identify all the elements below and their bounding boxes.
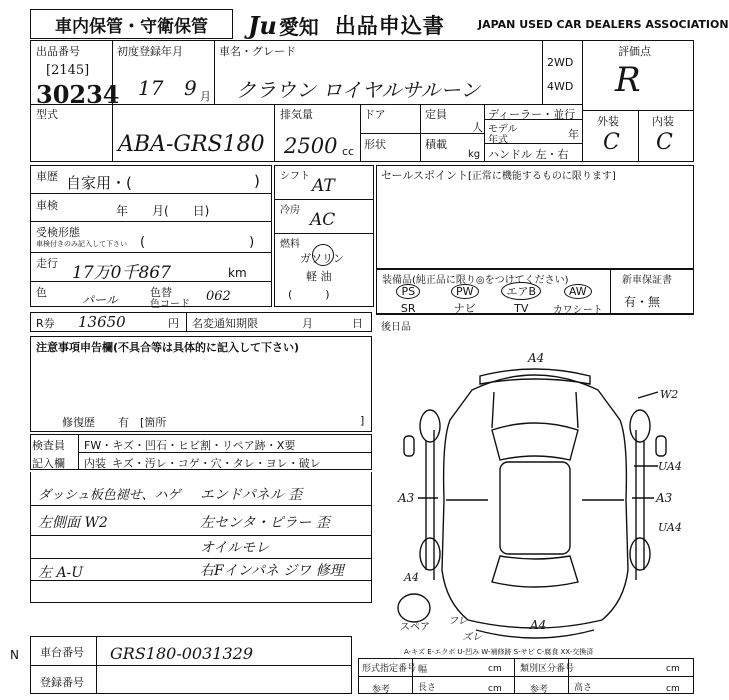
model-grade-label: 車名・グレード xyxy=(219,45,296,58)
equipment-label: 装備品(純正品に限り◎をつけてください) xyxy=(382,275,569,286)
grade-label: 評価点 xyxy=(618,45,651,58)
first-registration-label: 初度登録年月 xyxy=(117,45,183,58)
width-unit: cm xyxy=(488,664,502,674)
model-designation-ref: 参考 xyxy=(372,685,391,695)
capacity-label: 定員 xyxy=(425,108,447,121)
equip-aw-circle: AW xyxy=(564,284,592,299)
category-ref: 参考 xyxy=(530,685,549,695)
form-title: 出品申込書 xyxy=(334,14,445,38)
lot-number-small: [2145] xyxy=(46,63,90,78)
registration-label: 登録番号 xyxy=(40,676,84,689)
mileage-value: 17万0千867 xyxy=(72,263,171,283)
header-logo xyxy=(248,12,445,38)
height-label: 高さ xyxy=(574,683,593,693)
shift-label: シフト xyxy=(280,171,310,182)
lot-number: 30234 xyxy=(36,80,120,109)
registration-month: 9 xyxy=(184,76,197,100)
front-bumper xyxy=(480,369,590,384)
sales-point-note: [正常に機能するものに限ります] xyxy=(468,171,616,182)
exterior-value: C xyxy=(603,130,620,155)
inspector-items: FW・キズ・凹石・ヒビ割・リペア跡・X要 xyxy=(84,439,296,452)
mark-ua4-lower: UA4 xyxy=(658,521,682,534)
car-outline xyxy=(442,375,628,628)
interior-value: C xyxy=(656,130,673,155)
equipment-grid xyxy=(380,282,606,316)
mark-a4-spare: A4 xyxy=(404,571,419,584)
rear-right-wheel xyxy=(630,538,650,570)
association-name: JAPAN USED CAR DEALERS ASSOCIATION xyxy=(478,18,729,31)
inspection-value: 年 月( 日) xyxy=(116,204,210,218)
mark-a4-rear: A4 xyxy=(530,618,547,632)
equip-aw xyxy=(550,282,607,300)
ac-value: AC xyxy=(310,210,336,230)
equip-pw-circle: PW xyxy=(451,284,479,299)
door-label: ドア xyxy=(364,108,386,121)
interior-label: 内装 xyxy=(652,115,674,128)
model-designation-label: 形式指定番号 xyxy=(362,664,417,674)
damage-arrow-w2 xyxy=(638,392,658,398)
type-value: ABA-GRS180 xyxy=(118,132,265,157)
front-left-wheel xyxy=(420,410,440,442)
color-code-value: 062 xyxy=(206,289,231,304)
shape-label: 形状 xyxy=(364,138,386,151)
model-year-label-1: モデル xyxy=(488,124,518,135)
color-value: パール xyxy=(82,293,118,307)
receipt-note: 車検付きのみ記入して下さい xyxy=(36,240,127,248)
storage-type-box xyxy=(30,9,233,39)
interior-check-label: 内装 xyxy=(84,457,106,470)
mark-a3-right: A3 xyxy=(656,491,673,505)
margin-mark: N xyxy=(10,648,19,662)
kg-unit: kg xyxy=(468,149,481,160)
deadline-day: 日 xyxy=(352,317,363,330)
fuel-selected-circle xyxy=(312,244,334,266)
mileage-label: 走行 xyxy=(36,257,58,270)
receipt-label: 受検形態 xyxy=(36,226,80,239)
front-right-wheel xyxy=(630,410,650,442)
warranty-value: 有・無 xyxy=(624,295,661,309)
spare-label: スペア xyxy=(400,622,430,633)
load-label: 積載 xyxy=(425,138,447,151)
repair-label: 修復歴 xyxy=(62,416,95,429)
fre-label: フレ xyxy=(448,616,468,627)
handle-label: ハンドル 左・右 xyxy=(488,148,569,161)
width-label: 幅 xyxy=(418,665,428,675)
chassis-value: GRS180-0031329 xyxy=(110,644,253,663)
deadline-label: 名変通知期限 xyxy=(192,317,258,330)
color-change-label: 色替 xyxy=(150,286,172,299)
windshield xyxy=(492,423,578,460)
rear-left-wheel xyxy=(420,538,440,570)
equip-tv: TV xyxy=(514,301,529,315)
registration-year: 17 xyxy=(138,76,164,100)
person-unit: 人 xyxy=(472,121,483,134)
note-line4-left: 左 A-U xyxy=(38,565,84,581)
fuel-label: 燃料 xyxy=(280,239,300,250)
shift-value: AT xyxy=(312,176,335,196)
equip-pw xyxy=(437,282,494,300)
category-label: 類別区分番号 xyxy=(520,664,575,674)
history-value: 自家用・( xyxy=(66,174,132,192)
note-line4-right: 右Fインパネ ジワ 修理 xyxy=(200,563,344,579)
storage-type: 車内保管・守衛保管 xyxy=(55,16,208,37)
exterior-label: 外装 xyxy=(597,115,619,128)
mark-a3-left: A3 xyxy=(398,491,415,505)
lot-number-label: 出品番号 xyxy=(36,45,80,58)
sales-point-label xyxy=(381,167,616,183)
drive-4wd: 4WD xyxy=(547,80,574,93)
note-line1-left: ダッシュ板色褪せ、ハゲ xyxy=(38,488,181,503)
model-year-label-2: 年式 xyxy=(488,135,508,146)
zure-label: ズレ xyxy=(462,632,482,643)
hood-right-line xyxy=(576,392,578,428)
warranty-label: 新車保証書 xyxy=(622,275,672,286)
fuel-other: ( ) xyxy=(288,288,330,301)
ac-label: 冷房 xyxy=(280,205,300,216)
repair-close: ] xyxy=(360,414,365,427)
height-unit: cm xyxy=(666,684,680,694)
color-label: 色 xyxy=(36,286,47,299)
length-unit: cm xyxy=(488,684,502,694)
car-damage-diagram xyxy=(376,330,694,652)
rear-window xyxy=(492,556,578,587)
color-code-label: 色コード xyxy=(150,299,190,310)
note-line3-right: オイルモレ xyxy=(200,540,270,556)
displacement-label: 排気量 xyxy=(280,108,313,121)
type-label: 型式 xyxy=(36,108,58,121)
cc-unit: cc xyxy=(342,145,355,158)
equip-sr: SR xyxy=(400,301,416,315)
equip-airbag xyxy=(493,282,550,300)
receipt-paren: ( ) xyxy=(140,235,255,250)
repair-location: [箇所 xyxy=(140,416,167,429)
mark-ua4-upper: UA4 xyxy=(658,460,682,473)
equip-navi: ナビ xyxy=(453,302,476,315)
yen-unit: 円 xyxy=(168,317,179,330)
chassis-label: 車台番号 xyxy=(40,646,84,659)
model-grade-value: クラウン ロイヤルサルーン xyxy=(236,78,481,102)
left-mirror xyxy=(404,436,414,456)
interior-check-items: キズ・汚レ・コゲ・穴・タレ・ヨレ・破レ xyxy=(112,457,321,470)
hood-left-line xyxy=(492,392,494,428)
year-unit: 年 xyxy=(568,128,579,141)
inspector-label: 検査員 xyxy=(32,439,65,452)
sales-point-title: セールスポイント xyxy=(381,169,469,182)
note-line2-left: 左側面 W2 xyxy=(38,515,108,531)
dealer-label: ディーラー・並行 xyxy=(488,108,576,121)
left-side-panel xyxy=(426,430,434,580)
right-mirror xyxy=(656,436,666,456)
note-line1-right: エンドパネル 歪 xyxy=(200,487,303,503)
displacement-value: 2500 xyxy=(284,134,338,158)
later-docs-label: 後日品 xyxy=(381,322,411,333)
mark-w2: W2 xyxy=(660,388,679,401)
fuel-diesel: 軽 油 xyxy=(306,270,332,283)
history-close: ) xyxy=(254,172,260,190)
length-label: 長さ xyxy=(418,683,437,693)
branch-name: 愛知 xyxy=(278,14,319,39)
equip-ps xyxy=(380,282,437,300)
height-unit-top: cm xyxy=(666,664,680,674)
mark-a4-front: A4 xyxy=(528,351,545,365)
recycle-label: R券 xyxy=(36,317,55,330)
right-side-panel xyxy=(636,430,644,580)
equip-ps-circle: PS xyxy=(396,284,420,299)
ju-logo: Ju xyxy=(248,10,277,40)
fuel-gasoline: ガソリン xyxy=(300,252,344,265)
damage-legend: A-キズ E-エクボ U-凹み W-補修跡 S-サビ C-腐食 XX-交換済 xyxy=(404,648,594,656)
record-label: 記入欄 xyxy=(32,457,65,470)
deadline-month: 月 xyxy=(302,317,313,330)
repair-yes: 有 xyxy=(118,416,129,429)
notes-label: 注意事項申告欄(不具合等は具体的に記入して下さい) xyxy=(36,341,300,354)
equip-leather: カワシート xyxy=(552,304,603,316)
inspection-label: 車検 xyxy=(36,199,58,212)
month-unit: 月 xyxy=(200,90,211,103)
note-line2-right: 左センタ・ピラー 歪 xyxy=(200,515,330,531)
recycle-value: 13650 xyxy=(78,313,126,331)
grade-value: R xyxy=(615,60,641,100)
drive-2wd: 2WD xyxy=(547,56,574,69)
km-unit: km xyxy=(228,266,247,280)
equip-airbag-circle: エアB xyxy=(501,282,541,300)
roof xyxy=(500,462,570,554)
history-label: 車歴 xyxy=(36,170,58,183)
